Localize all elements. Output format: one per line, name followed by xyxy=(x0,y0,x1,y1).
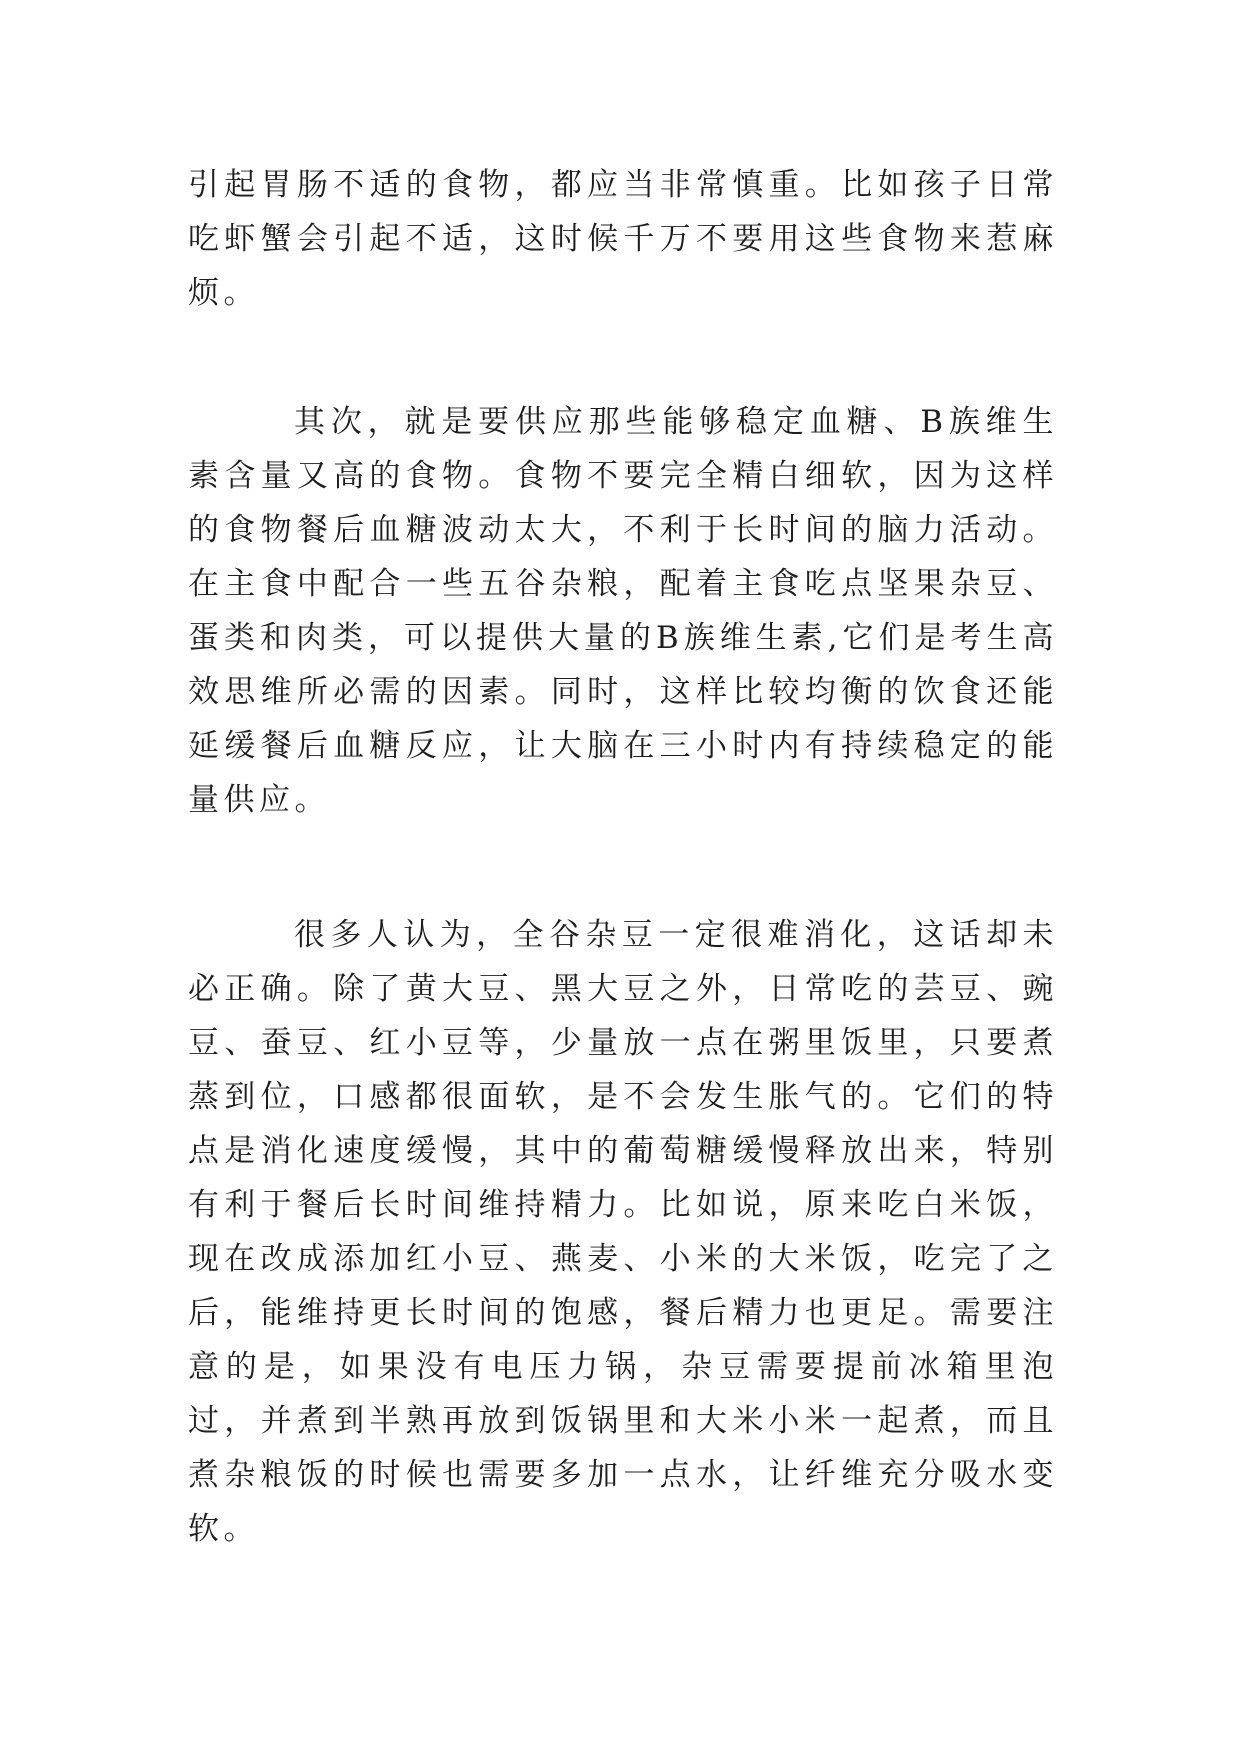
paragraph-1: 引起胃肠不适的食物，都应当非常慎重。比如孩子日常吃虾蟹会引起不适，这时候千万不要用这些食物来惹麻烦。 xyxy=(188,167,1058,311)
paragraph-3: 很多人认为，全谷杂豆一定很难消化，这话却未必正确。除了黄大豆、黑大豆之外，日常吃的芸豆、豌豆、蚕豆、红小豆等，少量放一点在粥里饭里，只要煮蒸到位，口感都很面软，是不会发生胀气的。它们的特点是消化速度缓慢，其中的葡萄糖缓慢释放出来，特别有利于餐后长时间维持精力。比如说，原来吃白米饭，现在改成添加红小豆、燕麦、小米的大米饭，吃完了之后，能维持更长时间的饱感，餐后精力也更足。需要注意的是，如果没有电压力锅，杂豆需要提前冰箱里泡过，并煮到半熟再放到饭锅里和大米小米一起煮，而且煮杂粮饭的时候也需要多加一点水，让纤维充分吸水变软。 xyxy=(188,917,1058,1547)
paragraph-2: 其次，就是要供应那些能够稳定血糖、B族维生素含量又高的食物。食物不要完全精白细软，因为这样的食物餐后血糖波动太大，不利于长时间的脑力活动。在主食中配合一些五谷杂粮，配着主食吃点坚果杂豆、蛋类和肉类，可以提供大量的B族维生素,它们是考生高效思维所必需的因素。同时，这样比较均衡的饮食还能延缓餐后血糖反应，让大脑在三小时内有持续稳定的能量供应。 xyxy=(188,404,1058,818)
